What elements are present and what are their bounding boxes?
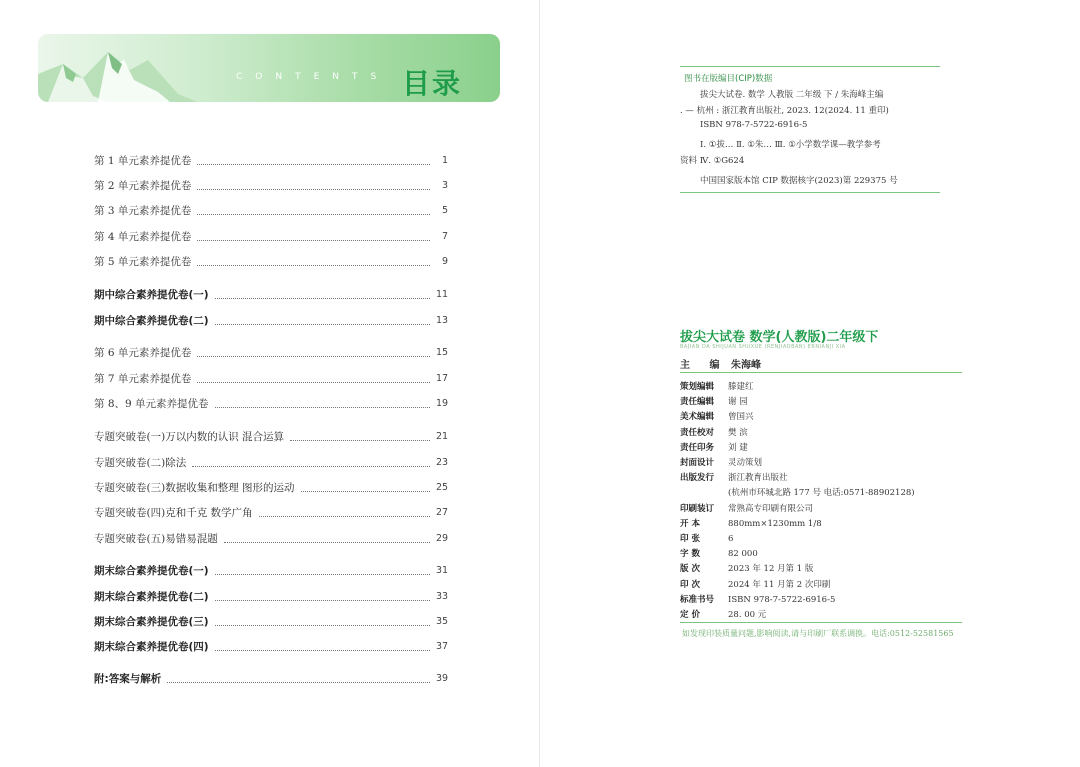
imprint-row [680,608,766,622]
toc-leader-dots [215,599,430,601]
toc-entry-label: 期末综合素养提优卷(一) [94,565,209,577]
cip-line: 拔尖大试卷. 数学 人教版 二年级 下 / 朱海峰主编 [700,90,884,100]
imprint-value: 28. 00 元 [728,610,767,620]
imprint-key: 字 数 [680,549,700,560]
toc-entry-label: 专题突破卷(二) [94,457,166,469]
toc-entry [94,249,448,269]
toc-page-number: 13 [436,315,449,326]
imprint-value: 6 [728,534,734,544]
toc-leader-dots [301,490,430,492]
imprint-row [680,486,915,500]
toc-leader-dots [197,163,430,165]
imprint-row [680,456,762,470]
imprint-value: 2023 年 12 月第 1 版 [728,564,814,575]
toc-leader-dots [215,624,430,626]
footer-note: 如发现印装质量问题,影响阅读,请与印刷厂联系调换。电话:0512-52581565 [682,629,954,638]
imprint-key: 定 价 [680,610,700,620]
cip-bottom-rule [680,192,940,193]
imprint-value: 82 000 [728,549,758,560]
toc-page-number: 7 [441,231,448,242]
toc-entry [94,558,448,578]
title-rule [680,372,962,373]
toc-entry [94,424,448,444]
imprint-key: 美术编辑 [680,412,715,423]
toc-entry-label: 专题突破卷(四) [94,507,166,519]
imprint-key: 印 张 [680,534,700,544]
toc-page-number: 31 [436,565,449,576]
imprint-row [680,380,754,394]
toc-entry [94,500,448,520]
toc-entry [94,526,448,546]
toc-entry [94,282,448,302]
toc-entry [94,609,448,629]
imprint-value: ISBN 978-7-5722-6916-5 [728,594,836,605]
toc-page-number: 33 [436,591,449,602]
toc-entry-label: 第 4 单元素养提优卷 [94,231,192,243]
toc-entry [94,224,448,244]
cip-line: 中国国家版本馆 CIP 数据核字(2023)第 229375 号 [700,176,898,186]
toc-page-number: 27 [436,507,449,518]
book-pinyin: BAJIAN DA SHIJUAN SHUXUE (RENJIAOBAN) ERNIANJI XIA [680,344,846,350]
cip-line: ISBN 978-7-5722-6916-5 [700,120,808,130]
toc-page-number: 11 [436,289,449,300]
toc-entry-label: 第 6 单元素养提优卷 [94,347,192,359]
toc-entry [94,148,448,168]
toc-page-number: 1 [441,155,448,166]
toc-page-number: 9 [441,256,448,267]
toc-leader-dots [197,355,430,357]
imprint-key: 责任编辑 [680,397,715,408]
toc-leader-dots [197,381,430,383]
toc-leader-dots [215,573,430,575]
imprint-key: 封面设计 [680,458,715,468]
toc-leader-dots [215,297,430,299]
imprint-row [680,562,813,576]
toc-entry-topic: 万以内数的认识 混合运算 [165,431,285,443]
cip-top-rule [680,66,940,67]
toc-entry [94,198,448,218]
imprint-key: 出版发行 [680,473,715,484]
toc-entry-label: 第 5 单元素养提优卷 [94,256,192,268]
imprint-bottom-rule [680,622,962,623]
toc-leader-dots [197,213,430,215]
toc-entry [94,584,448,604]
imprint-key: 版 次 [680,564,700,575]
toc-leader-dots [167,681,430,683]
imprint-value: 灵动策划 [728,458,763,468]
imprint-value: 樊 滨 [728,427,748,438]
cip-line: Ⅰ. ①拔… Ⅱ. ①朱… Ⅲ. ①小学数学课—教学参考 [700,140,881,150]
toc-entry [94,450,448,470]
toc-page-number: 35 [436,616,449,627]
toc-page-number: 21 [436,431,449,442]
cip-line: 资料 Ⅳ. ①G624 [680,156,745,166]
contents-banner [38,34,500,102]
imprint-value: 滕建红 [728,382,754,392]
imprint-value: 谢 园 [728,397,748,408]
toc-entry [94,666,448,686]
imprint-row [680,471,788,485]
toc-page-number: 5 [441,205,448,216]
toc-entry-label: 期中综合素养提优卷(一) [94,289,209,301]
toc-page-number: 15 [436,347,449,358]
imprint-row [680,410,754,424]
toc-leader-dots [259,515,430,517]
toc-title: 目录 [402,67,463,100]
imprint-row [680,593,835,607]
toc-leader-dots [197,239,430,241]
toc-page-number: 3 [441,180,448,191]
toc-page-number: 23 [436,457,449,468]
imprint-value: 浙江教育出版社 [728,473,788,484]
toc-entry-label: 期末综合素养提优卷(四) [94,641,209,653]
toc-page-number: 29 [436,533,449,544]
toc-page-number: 19 [436,398,449,409]
editor-key: 主 编 [680,360,728,371]
imprint-key: 责任校对 [680,427,715,438]
toc-entry-label: 期中综合素养提优卷(二) [94,315,209,327]
toc-entry [94,475,448,495]
editor-name: 朱海峰 [730,360,761,371]
imprint-key: 印 次 [680,579,700,590]
toc-entry-label: 第 8、9 单元素养提优卷 [94,398,209,410]
imprint-value: 曾国兴 [728,412,754,423]
toc-entry-label: 第 7 单元素养提优卷 [94,373,192,385]
imprint-row [680,502,813,516]
imprint-row [680,547,758,561]
cip-header: 图书在版编目(CIP)数据 [684,74,773,84]
imprint-value: 刘 建 [728,442,748,453]
toc-entry-label: 附:答案与解析 [94,673,162,685]
imprint-key: 开 本 [680,518,700,529]
page-gutter [539,0,540,767]
toc-entry-topic: 除法 [165,457,187,469]
contents-word: CONTENTS [236,72,390,82]
toc-entry-topic: 克和千克 数学广角 [165,507,253,519]
imprint-row [680,426,748,440]
toc-entry-topic: 数据收集和整理 图形的运动 [165,482,295,494]
mountain-illustration [38,34,238,102]
toc-entry [94,366,448,386]
imprint-key: 责任印务 [680,442,715,453]
toc-entry-label: 专题突破卷(三) [94,482,166,494]
book-title: 拔尖大试卷 数学(人教版)二年级下 [680,330,879,345]
toc-entry [94,308,448,328]
toc-entry-label: 期末综合素养提优卷(二) [94,591,209,603]
toc-entry [94,391,448,411]
toc-entry [94,634,448,654]
toc-page-number: 37 [436,641,449,652]
cip-line: . — 杭州 : 浙江教育出版社, 2023. 12(2024. 11 重印) [680,106,889,116]
imprint-value: 880mm×1230mm 1/8 [728,518,822,529]
toc-leader-dots [215,649,430,651]
toc-entry-label: 第 1 单元素养提优卷 [94,155,192,167]
chief-editor [680,356,761,371]
imprint-row [680,517,822,531]
imprint-key: 策划编辑 [680,382,715,392]
imprint-key: 印刷装订 [680,503,715,514]
imprint-row [680,395,748,409]
toc-entry [94,173,448,193]
imprint-value: 常熟高专印刷有限公司 [728,503,814,514]
imprint-value: 2024 年 11 月第 2 次印刷 [728,579,831,590]
toc-entry-label: 第 2 单元素养提优卷 [94,180,192,192]
toc-page-number: 39 [436,673,449,684]
toc-page-number: 25 [436,482,449,493]
toc-leader-dots [197,188,430,190]
toc-leader-dots [192,465,430,467]
imprint-row [680,578,830,592]
toc-entry [94,340,448,360]
toc-leader-dots [224,541,430,543]
imprint-key: 标准书号 [680,594,715,605]
toc-leader-dots [215,406,430,408]
toc-leader-dots [290,439,430,441]
toc-leader-dots [197,264,430,266]
toc-entry-label: 第 3 单元素养提优卷 [94,205,192,217]
toc-entry-topic: 易错易混题 [165,533,218,545]
toc-page-number: 17 [436,373,449,384]
toc-entry-label: 期末综合素养提优卷(三) [94,616,209,628]
imprint-row [680,532,733,546]
toc-entry-label: 专题突破卷(一) [94,431,166,443]
imprint-value: (杭州市环城北路 177 号 电话:0571-88902128) [728,488,915,499]
toc-entry-label: 专题突破卷(五) [94,533,166,545]
toc-leader-dots [215,323,430,325]
imprint-row [680,441,748,455]
